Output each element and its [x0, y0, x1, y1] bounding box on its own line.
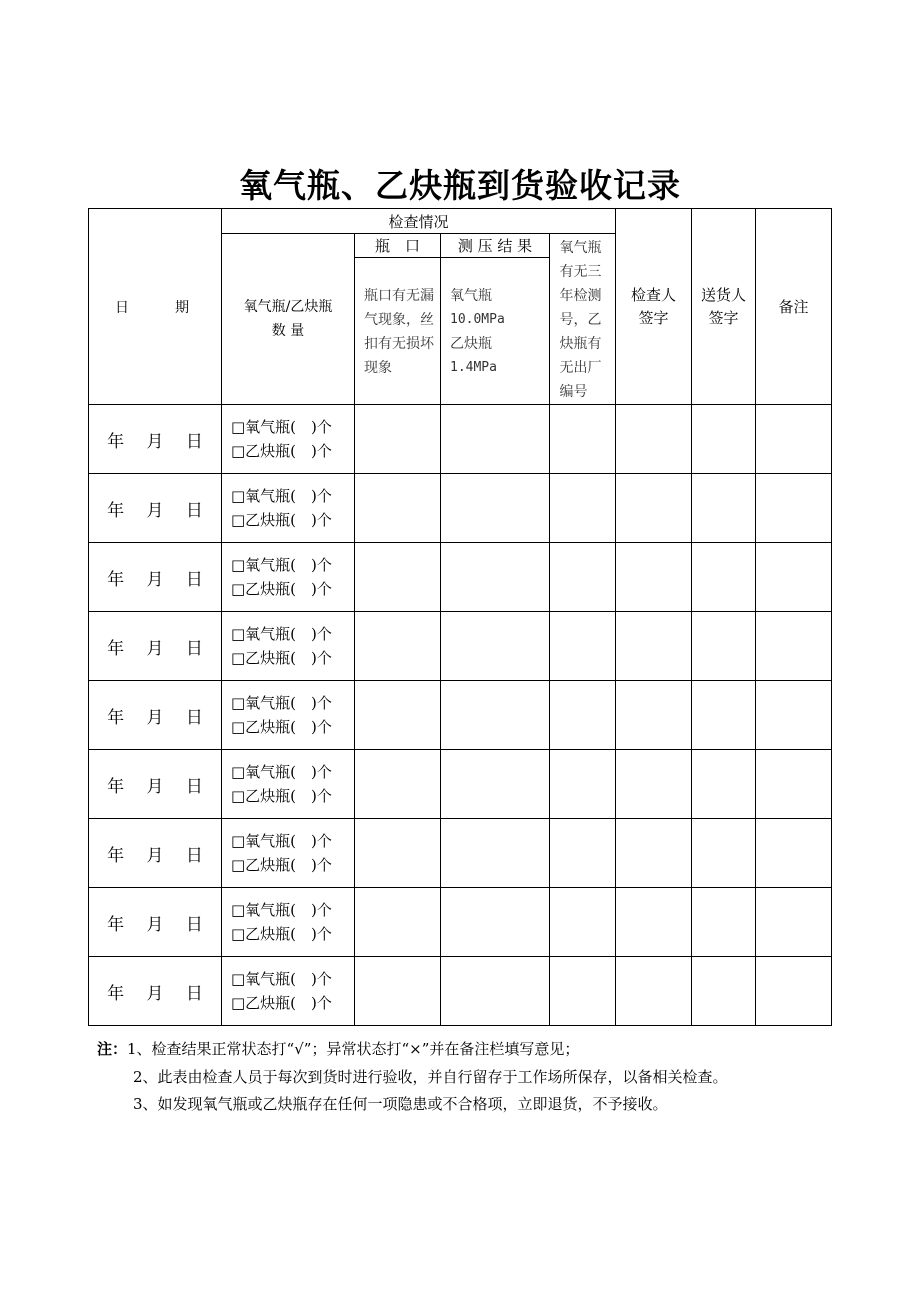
table-row	[89, 819, 832, 888]
row-remarks-cell[interactable]	[756, 819, 832, 888]
header-remarks: 备注	[756, 209, 832, 405]
row-test-number-cell[interactable]	[550, 474, 616, 543]
row-quantity[interactable]	[222, 612, 355, 681]
row-valve-cell[interactable]	[355, 405, 441, 474]
header-date: 日 期	[89, 209, 222, 405]
row-deliverer-cell[interactable]	[692, 888, 756, 957]
row-test-number-cell[interactable]	[550, 957, 616, 1026]
row-date[interactable]: 年 月 日	[89, 819, 222, 888]
row-quantity[interactable]	[222, 474, 355, 543]
row-valve-cell[interactable]	[355, 543, 441, 612]
acetylene-quantity-checkbox[interactable]: □乙炔瓶( )个	[231, 856, 332, 874]
header-inspector: 检查人签字	[616, 209, 692, 405]
oxygen-quantity-checkbox[interactable]: □氧气瓶( )个	[231, 832, 332, 850]
acetylene-quantity-checkbox[interactable]: □乙炔瓶( )个	[231, 787, 332, 805]
row-pressure-cell[interactable]	[441, 681, 550, 750]
row-quantity[interactable]	[222, 543, 355, 612]
header-pressure: 测 压 结 果	[441, 234, 550, 258]
notes-section	[97, 1036, 728, 1119]
row-date[interactable]: 年 月 日	[89, 957, 222, 1026]
row-quantity[interactable]	[222, 681, 355, 750]
row-inspector-cell[interactable]	[616, 543, 692, 612]
row-test-number-cell[interactable]	[550, 888, 616, 957]
row-pressure-cell[interactable]	[441, 543, 550, 612]
table-row	[89, 957, 832, 1026]
row-deliverer-cell[interactable]	[692, 474, 756, 543]
row-deliverer-cell[interactable]	[692, 543, 756, 612]
pressure-acetylene-label: 乙炔瓶	[450, 336, 492, 353]
row-pressure-cell[interactable]	[441, 957, 550, 1026]
table-row	[89, 750, 832, 819]
row-inspector-cell[interactable]	[616, 888, 692, 957]
row-quantity[interactable]	[222, 888, 355, 957]
row-date[interactable]: 年 月 日	[89, 681, 222, 750]
oxygen-quantity-checkbox[interactable]: □氧气瓶( )个	[231, 901, 332, 919]
row-valve-cell[interactable]	[355, 474, 441, 543]
header-deliverer: 送货人签字	[692, 209, 756, 405]
header-valve-desc: 瓶口有无漏气现象，丝扣有无损坏现象	[355, 258, 441, 405]
row-date[interactable]: 年 月 日	[89, 474, 222, 543]
row-deliverer-cell[interactable]	[692, 612, 756, 681]
row-test-number-cell[interactable]	[550, 612, 616, 681]
acetylene-quantity-checkbox[interactable]: □乙炔瓶( )个	[231, 442, 332, 460]
acetylene-quantity-checkbox[interactable]: □乙炔瓶( )个	[231, 718, 332, 736]
row-test-number-cell[interactable]	[550, 750, 616, 819]
row-inspector-cell[interactable]	[616, 474, 692, 543]
table-row	[89, 612, 832, 681]
row-pressure-cell[interactable]	[441, 888, 550, 957]
row-inspector-cell[interactable]	[616, 750, 692, 819]
row-remarks-cell[interactable]	[756, 957, 832, 1026]
row-quantity[interactable]	[222, 405, 355, 474]
row-inspector-cell[interactable]	[616, 819, 692, 888]
acetylene-quantity-checkbox[interactable]: □乙炔瓶( )个	[231, 580, 332, 598]
row-quantity[interactable]	[222, 819, 355, 888]
table-row	[89, 888, 832, 957]
acetylene-quantity-checkbox[interactable]: □乙炔瓶( )个	[231, 649, 332, 667]
row-deliverer-cell[interactable]	[692, 405, 756, 474]
row-remarks-cell[interactable]	[756, 405, 832, 474]
row-valve-cell[interactable]	[355, 750, 441, 819]
row-test-number-cell[interactable]	[550, 681, 616, 750]
acetylene-quantity-checkbox[interactable]: □乙炔瓶( )个	[231, 994, 332, 1012]
row-valve-cell[interactable]	[355, 612, 441, 681]
acetylene-quantity-checkbox[interactable]: □乙炔瓶( )个	[231, 511, 332, 529]
header-inspection: 检查情况	[222, 209, 616, 234]
row-deliverer-cell[interactable]	[692, 957, 756, 1026]
table-row	[89, 681, 832, 750]
row-remarks-cell[interactable]	[756, 681, 832, 750]
row-deliverer-cell[interactable]	[692, 750, 756, 819]
row-pressure-cell[interactable]	[441, 474, 550, 543]
row-inspector-cell[interactable]	[616, 957, 692, 1026]
row-quantity[interactable]	[222, 957, 355, 1026]
acetylene-quantity-checkbox[interactable]: □乙炔瓶( )个	[231, 925, 332, 943]
pressure-oxygen-value: 10.0MPa	[450, 312, 505, 328]
row-date[interactable]: 年 月 日	[89, 888, 222, 957]
oxygen-quantity-checkbox[interactable]: □氧气瓶( )个	[231, 418, 332, 436]
header-test-number: 氧气瓶有无三年检测号，乙炔瓶有无出厂编号	[550, 234, 616, 405]
note-3: 3、如发现氧气瓶或乙炔瓶存在任何一项隐患或不合格项，立即退货，不予接收。	[133, 1095, 668, 1113]
row-inspector-cell[interactable]	[616, 612, 692, 681]
oxygen-quantity-checkbox[interactable]: □氧气瓶( )个	[231, 970, 332, 988]
row-valve-cell[interactable]	[355, 819, 441, 888]
row-test-number-cell[interactable]	[550, 405, 616, 474]
header-quantity: 氧气瓶/乙炔瓶 数 量	[222, 234, 355, 405]
header-valve: 瓶 口	[355, 234, 441, 258]
row-remarks-cell[interactable]	[756, 750, 832, 819]
row-deliverer-cell[interactable]	[692, 819, 756, 888]
note-1: 1、检查结果正常状态打“√”；异常状态打“×”并在备注栏填写意见；	[127, 1040, 580, 1058]
row-deliverer-cell[interactable]	[692, 681, 756, 750]
row-remarks-cell[interactable]	[756, 888, 832, 957]
row-valve-cell[interactable]	[355, 957, 441, 1026]
row-remarks-cell[interactable]	[756, 612, 832, 681]
row-quantity[interactable]	[222, 750, 355, 819]
document-title: 氧气瓶、乙炔瓶到货验收记录	[239, 166, 681, 205]
row-pressure-cell[interactable]	[441, 612, 550, 681]
row-pressure-cell[interactable]	[441, 750, 550, 819]
row-date[interactable]: 年 月 日	[89, 750, 222, 819]
row-date[interactable]: 年 月 日	[89, 543, 222, 612]
row-pressure-cell[interactable]	[441, 405, 550, 474]
header-pressure-desc	[441, 258, 550, 405]
oxygen-quantity-checkbox[interactable]: □氧气瓶( )个	[231, 763, 332, 781]
row-valve-cell[interactable]	[355, 681, 441, 750]
row-date[interactable]: 年 月 日	[89, 612, 222, 681]
oxygen-quantity-checkbox[interactable]: □氧气瓶( )个	[231, 625, 332, 643]
table-row	[89, 543, 832, 612]
note-2: 2、此表由检查人员于每次到货时进行验收，并自行留存于工作场所保存，以备相关检查。	[133, 1067, 728, 1086]
pressure-oxygen-label: 氧气瓶	[450, 288, 492, 305]
row-test-number-cell[interactable]	[550, 543, 616, 612]
row-date[interactable]: 年 月 日	[89, 405, 222, 474]
row-pressure-cell[interactable]	[441, 819, 550, 888]
row-inspector-cell[interactable]	[616, 405, 692, 474]
inspection-record-table	[88, 208, 832, 1026]
row-inspector-cell[interactable]	[616, 681, 692, 750]
row-remarks-cell[interactable]	[756, 543, 832, 612]
row-valve-cell[interactable]	[355, 888, 441, 957]
row-test-number-cell[interactable]	[550, 819, 616, 888]
pressure-acetylene-value: 1.4MPa	[450, 360, 497, 376]
oxygen-quantity-checkbox[interactable]: □氧气瓶( )个	[231, 556, 332, 574]
table-row	[89, 474, 832, 543]
notes-label: 注：	[97, 1040, 128, 1058]
oxygen-quantity-checkbox[interactable]: □氧气瓶( )个	[231, 487, 332, 505]
oxygen-quantity-checkbox[interactable]: □氧气瓶( )个	[231, 694, 332, 712]
row-remarks-cell[interactable]	[756, 474, 832, 543]
table-row	[89, 405, 832, 474]
